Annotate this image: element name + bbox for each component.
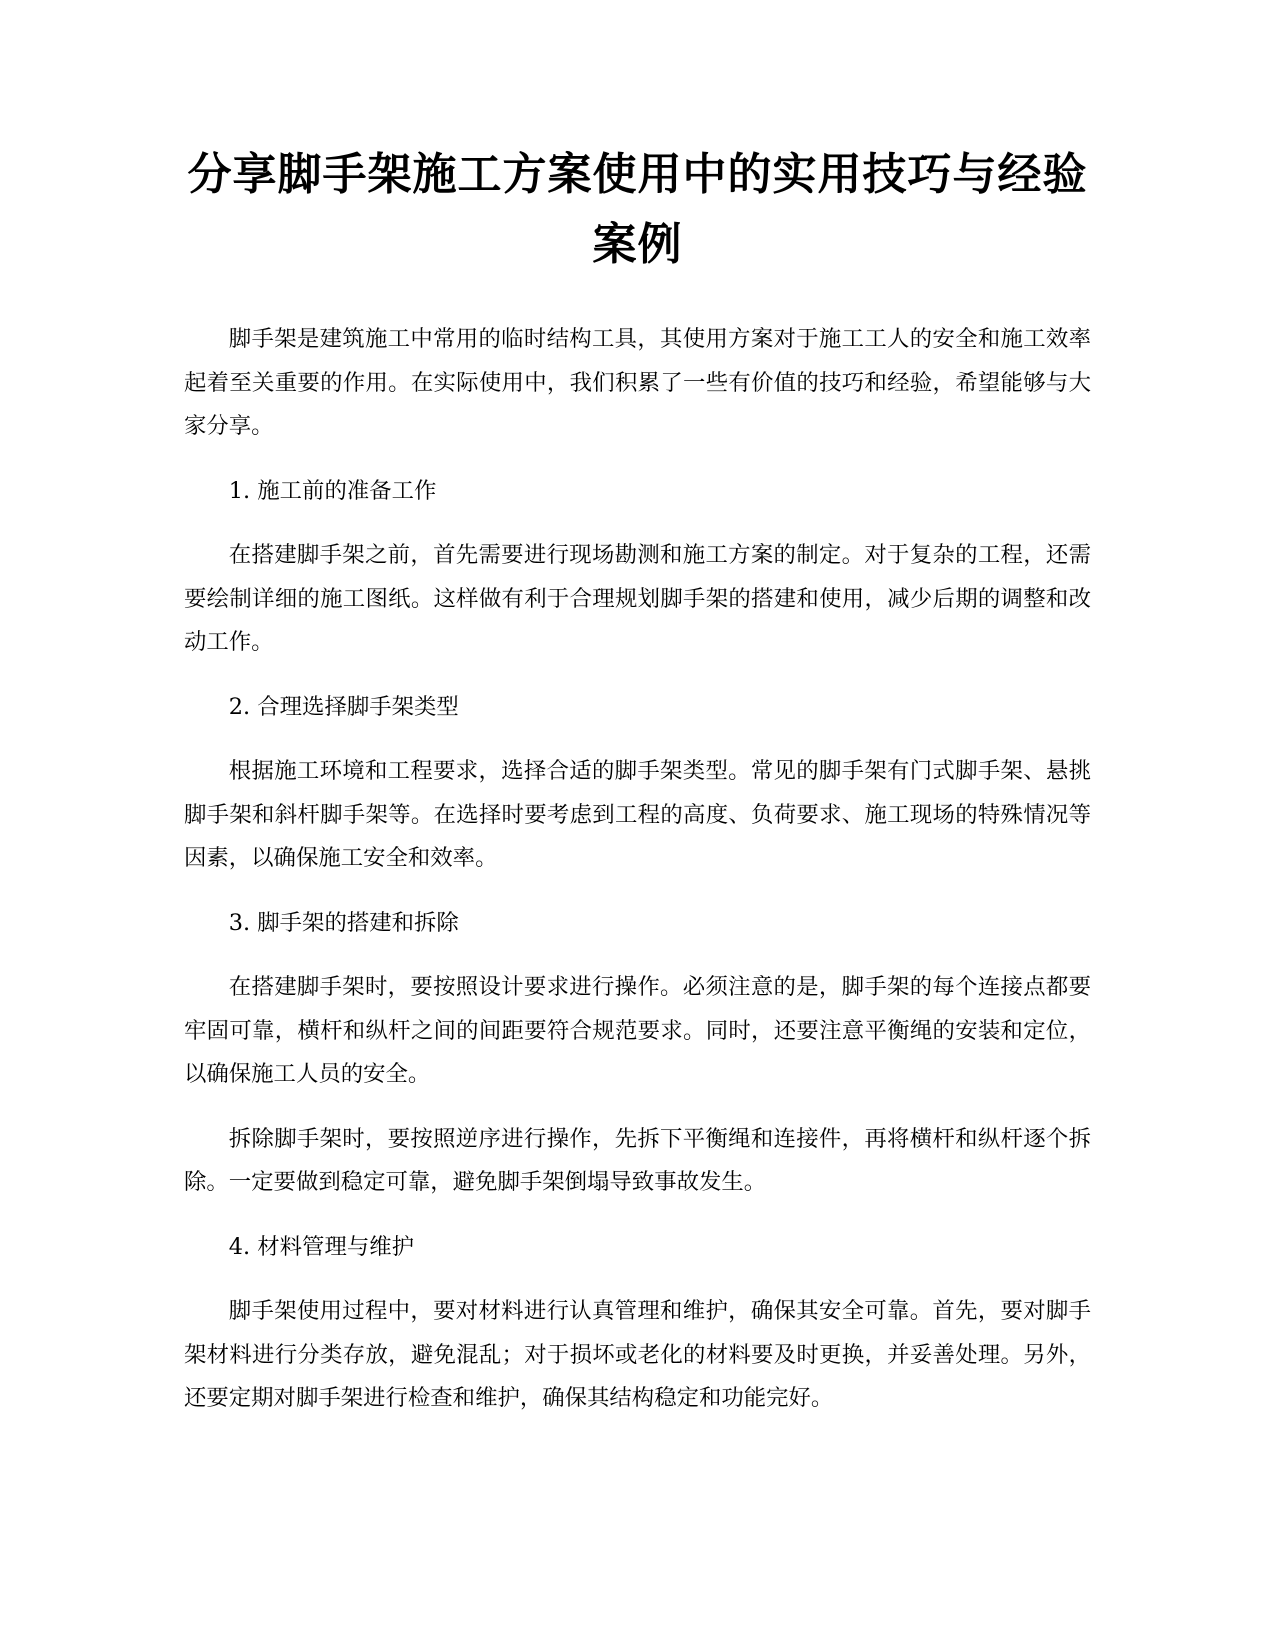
document-title: 分享脚手架施工方案使用中的实用技巧与经验案例 (187, 149, 1088, 270)
section-heading-material-management: 4. 材料管理与维护 (228, 1233, 415, 1260)
type-selection-paragraph: 根据施工环境和工程要求，选择合适的脚手架类型。常见的脚手架有门式脚手架、悬挑脚手架和斜杆脚手架等。在选择时要考虑到工程的高度、负荷要求、施工现场的特殊情况等因素，以确保施工安全和效率。 (184, 758, 1091, 871)
section-heading-type-selection: 2. 合理选择脚手架类型 (228, 693, 459, 720)
section-heading-erection-dismantling: 3. 脚手架的搭建和拆除 (228, 909, 459, 936)
dismantling-paragraph: 拆除脚手架时，要按照逆序进行操作，先拆下平衡绳和连接件，再将横杆和纵杆逐个拆除。一定要做到稳定可靠，避免脚手架倒塌导致事故发生。 (184, 1125, 1091, 1195)
material-management-paragraph: 脚手架使用过程中，要对材料进行认真管理和维护，确保其安全可靠。首先，要对脚手架材料进行分类存放，避免混乱；对于损坏或老化的材料要及时更换，并妥善处理。另外，还要定期对脚手架进行检查和维护，确保其结构稳定和功能完好。 (184, 1298, 1091, 1411)
intro-paragraph: 脚手架是建筑施工中常用的临时结构工具，其使用方案对于施工工人的安全和施工效率起着至关重要的作用。在实际使用中，我们积累了一些有价值的技巧和经验，希望能够与大家分享。 (184, 326, 1091, 439)
preparation-paragraph: 在搭建脚手架之前，首先需要进行现场勘测和施工方案的制定。对于复杂的工程，还需要绘制详细的施工图纸。这样做有利于合理规划脚手架的搭建和使用，减少后期的调整和改动工作。 (184, 542, 1091, 655)
document-body (184, 318, 1091, 1442)
section-heading-preparation: 1. 施工前的准备工作 (228, 477, 437, 504)
erection-paragraph: 在搭建脚手架时，要按照设计要求进行操作。必须注意的是，脚手架的每个连接点都要牢固可靠，横杆和纵杆之间的间距要符合规范要求。同时，还要注意平衡绳的安装和定位，以确保施工人员的安全。 (184, 974, 1091, 1087)
